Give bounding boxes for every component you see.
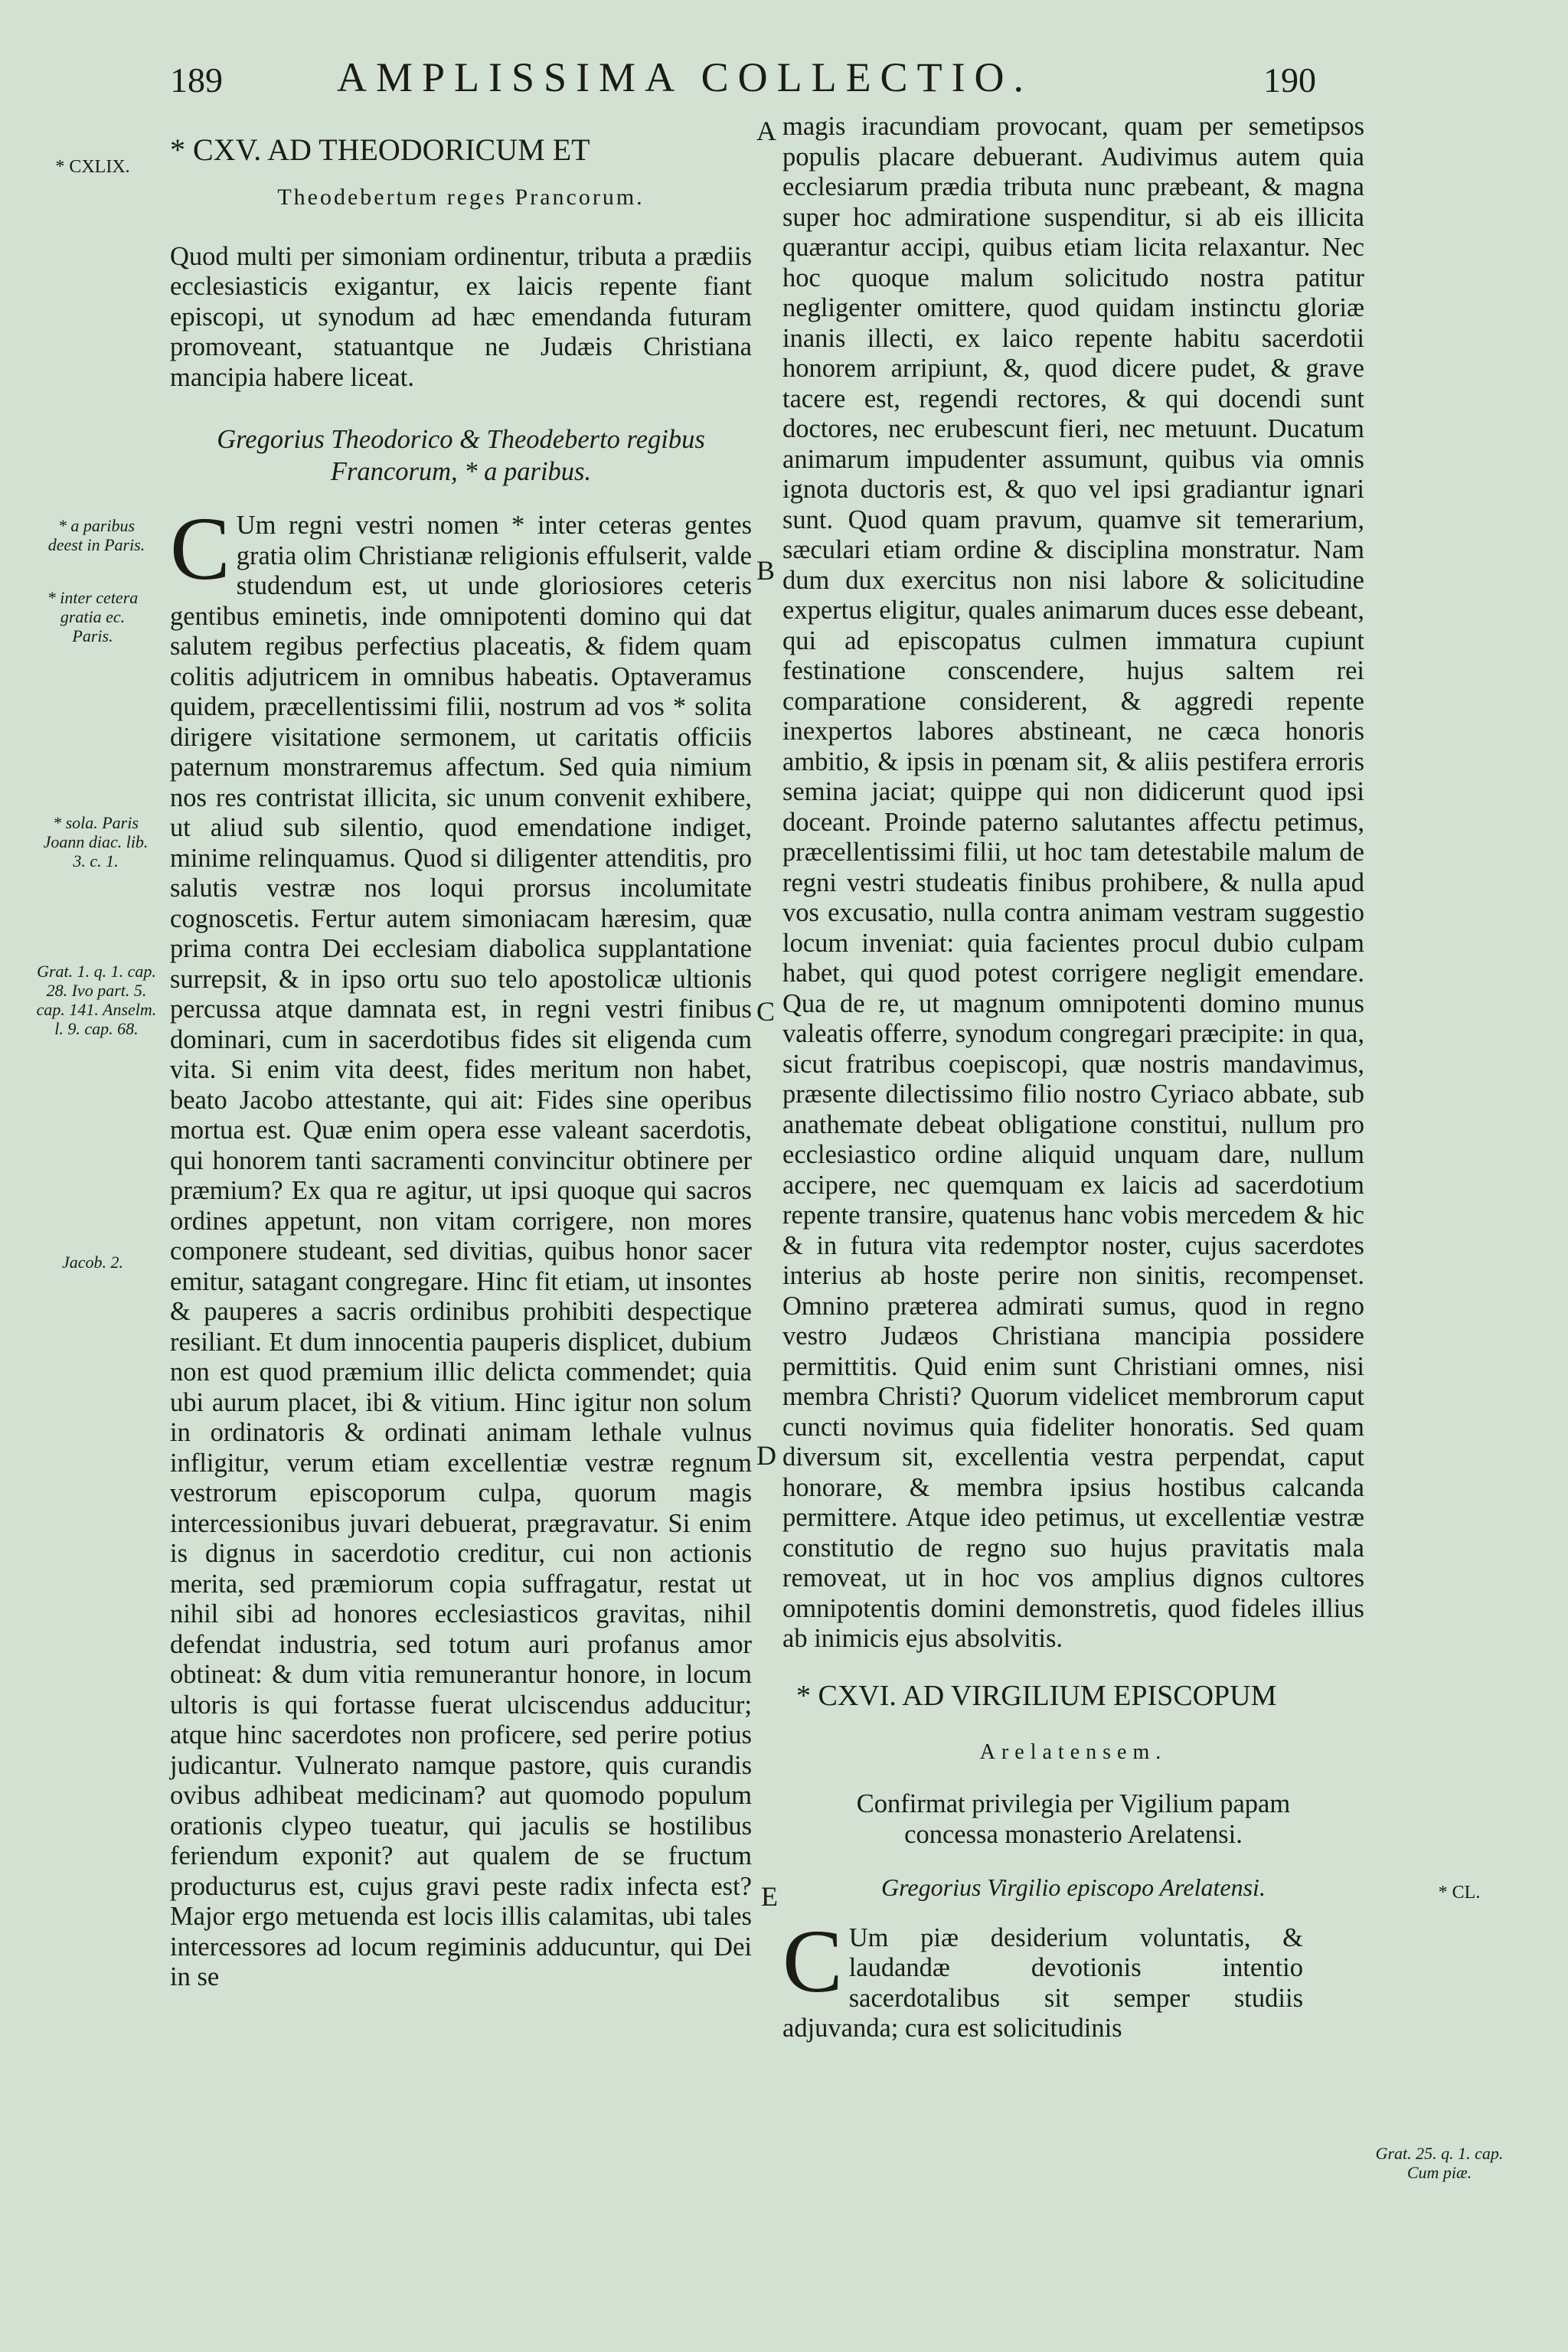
section-letter-d: D <box>756 1440 776 1471</box>
letter-cxv-text-left: Um regni vestri nomen * inter ceteras gentes gratia olim Christianæ religionis effulserit, valde studendum est, ut unde gloriosiores ceteris gentibus eminetis, inde omnipotenti domino qui dat salutem regibus perfectius placeatis, & fidem quam colitis adjutricem in omnibus habeatis. Optaveramus quidem, præcellentissimi filii, nostrum ad vos * solita dirigere visitatione sermonem, ut caritatis officiis paternum monstraremus affectum. Sed quia nimium nos res contristat illicita, sic unum convenit exhibere, ut aliud sub silentio, quod emendatione indiget, minime relinquamus. Quod si diligenter attenditis, pro salutis vestræ nos loqui prorsus incolumitate cognoscetis. Fertur autem simoniacam hæresim, quæ prima contra Dei ecclesiam diabolica supplantatione surrepsit, & in ipso ortu suo telo apostolicæ ultionis percussa atque damnata est, in regni vestri finibus dominari, cum in sacerdotibus fides sit eligenda cum vita. Si enim vita deest, fides meritum non habet, beato Jacobo attestante, qui ait: Fides sine operibus mortua est. Quæ enim opera esse valeant sacerdotis, qui honorem tanti sacramenti convincitur obtinere per præmium? Ex qua re agitur, ut ipsi quoque qui sacros ordines appetunt, non vitam corrigere, non mores componere studeant, sed divitias, quibus honor sacer emitur, satagant congregare. Hinc fit etiam, ut insontes & pauperes a sacris ordinibus prohibiti despectique resiliant. Et dum innocentia pauperis displicet, dubium non est quod præmium illic delicta commendet; quia ubi aurum placet, ibi & vitium. Hinc igitur non solum in ordinatoris & ordinati animam lethale vulnus infligitur, verum etiam excellentiæ vestræ regnum vestrorum episcoporum culpa, quorum magis intercessionibus juvari debuerat, prægravatur. Si enim is dignus in sacerdotio creditur, cui non actionis merita, sed præmiorum copia suffragatur, restat ut nihil sibi ad honores ecclesiasticos gravitas, nihil defendat industria, sed totum auri profanus amor obtineat: & dum vitia remunerantur honore, in locum ultoris is qui fortasse fuerat ulciscendus adducitur; atque hinc sacerdotes non proficere, sed perire potius judicantur. Vulnerato namque pastore, quis curandis ovibus adhibeat medicinam? aut quomodo populum orationis clypeo tueatur, qui jaculis se hostilibus feriendum exponit? aut qualem de se fructum producturus est, cujus gravi peste radix infecta est? Major ergo metuenda est locis illis calamitas, ubi tales intercessores ad locum regiminis adducuntur, qui Dei in se <box>170 511 752 1991</box>
margin-note-grat-25: Grat. 25. q. 1. cap. Cum piæ. <box>1375 2144 1504 2182</box>
letter-cxv-summary: Quod multi per simoniam ordinentur, tributa a prædiis ecclesiasticis exigantur, ex laicis repente fiant episcopi, ut synodum ad hæc emendanda futuram promoveant, statuantque ne Judæis Christiana mancipia habere liceat. <box>170 241 752 392</box>
section-letter-b: B <box>756 555 776 586</box>
margin-note-inter-cetera: * inter cetera gratia ec. Paris. <box>47 588 139 645</box>
right-column <box>782 112 1364 2044</box>
page-number-left: 189 <box>170 60 223 100</box>
margin-note-jacob: Jacob. 2. <box>61 1253 124 1272</box>
drop-cap: C <box>170 498 230 599</box>
letter-cxvi-salutation: Gregorius Virgilio episcopo Arelatensi. <box>881 1873 1266 1901</box>
letter-cxvi-heading: * CXVI. AD VIRGILIUM EPISCOPUM <box>796 1679 1277 1712</box>
drop-cap-2: C <box>782 1910 843 2011</box>
letter-cxv-subheading: Theodebertum reges Prancorum. <box>277 185 645 210</box>
margin-note-cxlix: * CXLIX. <box>55 157 130 177</box>
section-letter-e: E <box>761 1881 778 1912</box>
letter-cxvi-body <box>782 1910 1364 2044</box>
margin-note-cl: * CL. <box>1438 1883 1481 1903</box>
margin-note-sola: * sola. Paris Joann diac. lib. 3. c. 1. <box>43 813 149 871</box>
page-header <box>0 54 1568 115</box>
letter-cxvi-text: Um piæ desiderium voluntatis, & laudandæ devotionis intentio sacerdotalibus sit semper studiis adjuvanda; cura est solicitudinis <box>782 1922 1303 2043</box>
letter-cxvi-subheading: Arelatensem. <box>979 1740 1168 1764</box>
running-title: AMPLISSIMA COLLECTIO. <box>337 54 1034 100</box>
margin-note-grat: Grat. 1. q. 1. cap. 28. Ivo part. 5. cap. 141. Anselm. l. 9. cap. 68. <box>36 962 157 1038</box>
letter-cxv-heading: * CXV. AD THEODORICUM ET <box>170 132 590 167</box>
section-letter-a: A <box>756 116 776 146</box>
section-letter-c: C <box>756 996 776 1027</box>
letter-cxv-body-right: magis iracundiam provocant, quam per semetipsos populis placare debuerant. Audivimus autem quia ecclesiarum prædia tributa nunc præbeant, & magna super hoc admiratione suspenditur, si ab eis illicita quærantur accipi, quibus etiam licita relaxantur. Nec hoc quoque malum solicitudo nostra patitur negligenter omittere, quod quidam instinctu gloriæ inanis illecti, ex laico repente habitu sacerdotii honorem arripiunt, &, quod dicere pudet, & grave tacere est, regendi rectores, & qui docendi sunt doctores, nec erubescunt fieri, nec metuunt. Ducatum animarum impudenter assumunt, quibus via omnis ignota ductoris est, & quo vel ipsi gradiantur ignari sunt. Quod quam pravum, quamve sit temerarium, sæculari etiam ordine & disciplina monstratur. Nam dum dux exercitus non nisi labore & solicitudine expertus eligitur, quales animarum duces esse debeant, qui ad episcopatus culmen immatura cupiunt festinatione conscendere, hujus saltem rei comparatione considerent, & aggredi repente inexpertos labores abstineant, ne cæca honoris ambitio, & ipsis in pœnam sit, & aliis pestifera erroris semina jaciat; quippe qui non didicerunt quod ipsi doceant. Proinde paterno salutantes affectu petimus, præcellentissimi filii, ut hoc tam detestabile malum de regni vestri studeatis finibus prohibere, & nulla apud vos excusatio, nulla contra animam vestram suggestio locum inveniat: quia facientes procul dubio culpam habet, qui quod potest corrigere negligit emendare. Qua de re, ut magnum omnipotenti domino munus valeatis offerre, synodum congregari præcipite: in qua, sicut fratribus coepiscopi, quæ nostris mandavimus, præsente dilectissimo filio nostro Cyriaco abbate, sub anathemate debeat obligatione constitui, nullum pro ecclesiastico ordine aliquid unquam dare, nullum accipere, nec quemquam ex laicis ad sacerdotium repente transire, quatenus hanc vobis mercedem & hic & in futura vita redemptor noster, cujus sacerdotes interius ab hoste perire non sinitis, recompenset. Omnino præterea admirati sumus, quod in regno vestro Judæos Christiana mancipia possidere permittitis. Quid enim sunt Christiani omnes, nisi membra Christi? Quorum videlicet membrorum caput cuncti novimus quia fideliter honoratis. Sed quam diversum sit, excellentia vestra perpendat, caput honorare, & membra ipsius hostibus calcanda permittere. Atque ideo petimus, ut excellentiæ vestræ constitutio de regno suo hujus pravitatis mala removeat, ut in hoc vos amplius dignos cultores omnipotentis domini demonstretis, quod fideles illius ab inimicis ejus absolvitis. <box>782 112 1364 1653</box>
letter-cxv-body-left <box>170 498 752 1993</box>
margin-note-a-paribus: * a paribus deest in Paris. <box>47 516 145 554</box>
page-number-right: 190 <box>1263 60 1316 100</box>
letter-cxv-salutation: Gregorius Theodorico & Theodeberto regibus Francorum, * a paribus. <box>217 425 705 486</box>
letter-cxvi-summary: Confirmat privilegia per Vigilium papam concessa monasterio Arelatensi. <box>856 1789 1291 1849</box>
left-column <box>170 132 752 1993</box>
